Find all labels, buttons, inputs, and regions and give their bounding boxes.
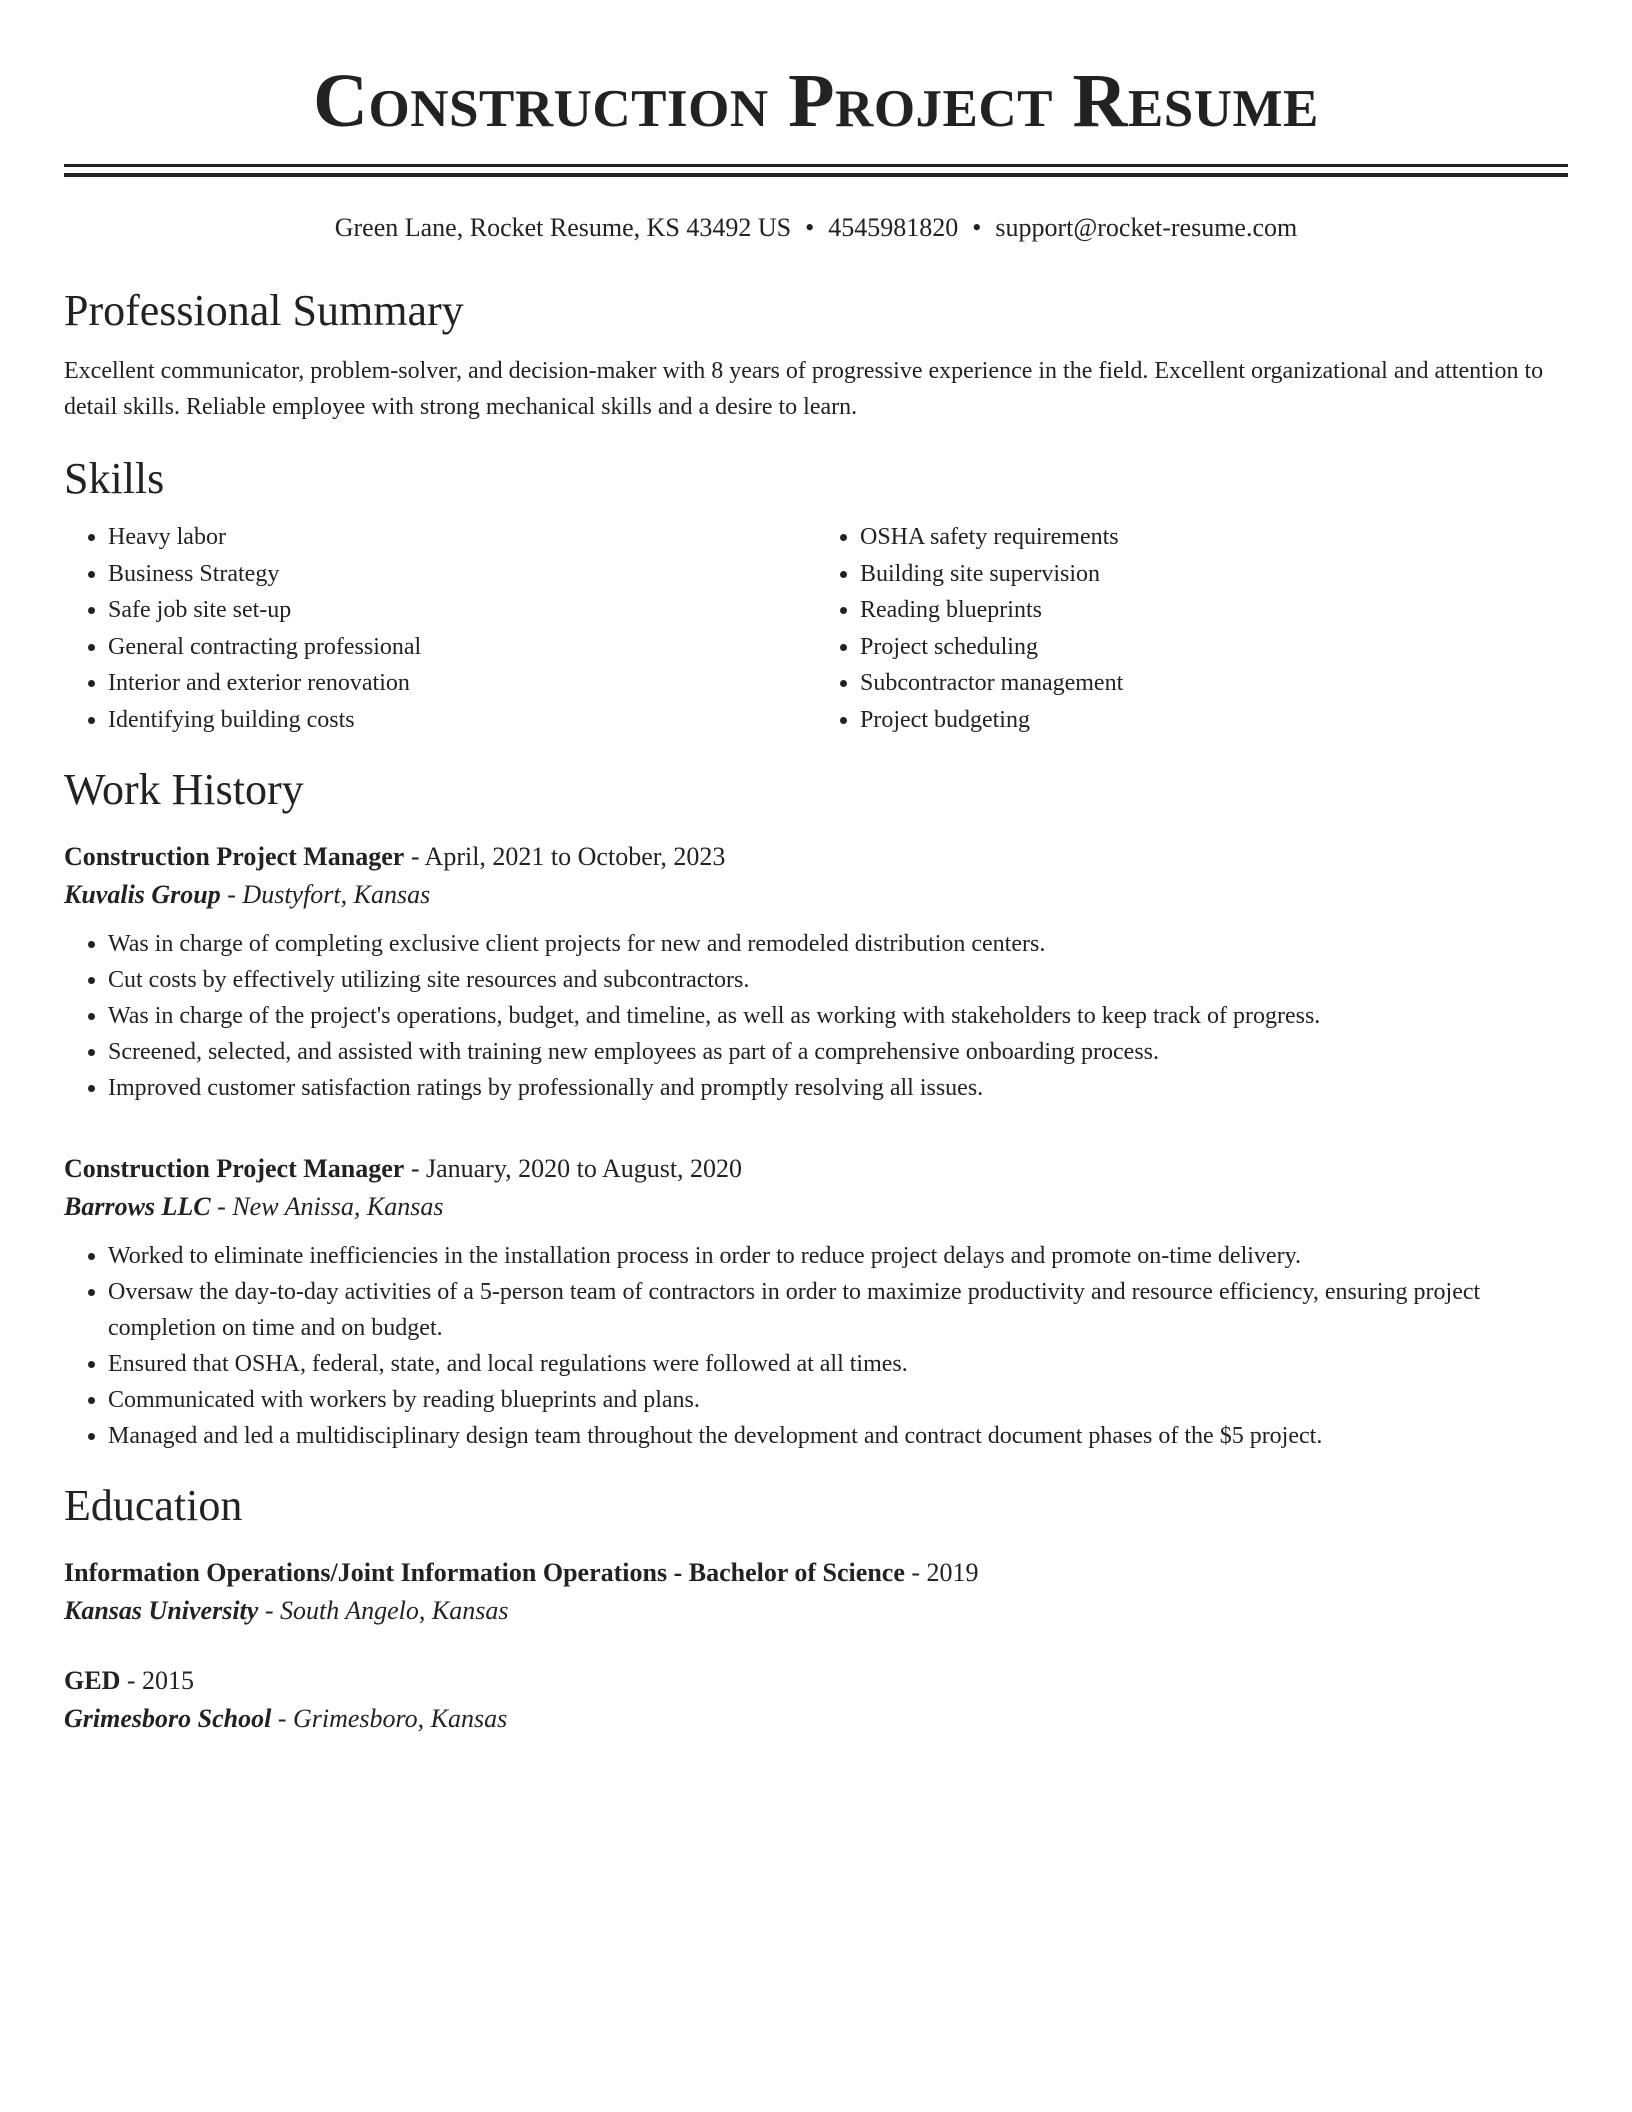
job-dates: - April, 2021 to October, 2023 [404, 842, 726, 871]
job-entry [64, 838, 1568, 1106]
job-heading [64, 838, 1568, 876]
job-bullet: • Was in charge of the project's operations, budget, and timeline, as well as working with stakeholders to keep track of progress. [108, 998, 1568, 1034]
skills-grid [64, 519, 1568, 738]
education-school-line [64, 1700, 1568, 1738]
education-location: - South Angelo, Kansas [258, 1596, 509, 1625]
summary-text: Excellent communicator, problem-solver, and decision-maker with 8 years of progressive experience in the field. Excellent organizational and attention to detail skills. Reliable employee with strong mechanical skills and a desire to learn. [64, 358, 1544, 420]
education-location: - Grimesboro, Kansas [271, 1704, 508, 1733]
job-title: Construction Project Manager [64, 842, 405, 871]
skill-item: • OSHA safety requirements [860, 519, 1568, 556]
skill-item: • Subcontractor management [860, 665, 1568, 702]
education-section [64, 1480, 1568, 1738]
skill-item: • Reading blueprints [860, 592, 1568, 629]
education-degree: GED [64, 1666, 121, 1695]
education-heading-line [64, 1554, 1568, 1592]
skill-item: • General contracting professional [108, 629, 816, 666]
education-degree: Information Operations/Joint Information Operations - Bachelor of Science [64, 1558, 905, 1587]
title-divider [64, 164, 1568, 177]
job-bullet: • Communicated with workers by reading blueprints and plans. [108, 1382, 1568, 1418]
education-heading: Education [64, 1481, 243, 1530]
job-location: - Dustyfort, Kansas [220, 880, 431, 909]
job-bullet: • Managed and led a multidisciplinary design team throughout the development and contract document phases of the $5 project. [108, 1418, 1568, 1454]
skill-item: • Safe job site set-up [108, 592, 816, 629]
skills-section [64, 453, 1568, 738]
job-bullet: • Ensured that OSHA, federal, state, and local regulations were followed at all times. [108, 1346, 1568, 1382]
contact-line [64, 211, 1568, 245]
education-school: Grimesboro School [64, 1704, 272, 1733]
job-dates: - January, 2020 to August, 2020 [404, 1154, 743, 1183]
job-employer [64, 876, 1568, 914]
resume-title: Construction Project Resume [313, 59, 1319, 143]
skills-column-left [64, 519, 816, 738]
skill-item: • Business Strategy [108, 556, 816, 593]
education-heading-line [64, 1662, 1568, 1700]
skills-column-right [816, 519, 1568, 738]
education-entry [64, 1662, 1568, 1738]
job-company: Barrows LLC [64, 1192, 211, 1221]
job-bullet: • Worked to eliminate inefficiencies in the installation process in order to reduce project delays and promote on-time delivery. [108, 1238, 1568, 1274]
skill-item: • Interior and exterior renovation [108, 665, 816, 702]
contact-phone: 4545981820 [828, 213, 959, 242]
job-bullet: • Was in charge of completing exclusive client projects for new and remodeled distribution centers. [108, 926, 1568, 962]
summary-heading: Professional Summary [64, 286, 464, 335]
contact-email: support@rocket-resume.com [995, 213, 1298, 242]
education-entry [64, 1554, 1568, 1630]
work-history-heading: Work History [64, 765, 304, 814]
job-bullet: • Oversaw the day-to-day activities of a 5-person team of contractors in order to maximize productivity and resource efficiency, ensuring project completion on time and on budget. [108, 1274, 1568, 1346]
job-bullets [64, 926, 1568, 1106]
skill-item: • Heavy labor [108, 519, 816, 556]
contact-separator: • [972, 213, 982, 242]
education-year: - 2019 [904, 1558, 979, 1587]
skill-item: • Identifying building costs [108, 702, 816, 739]
job-entry [64, 1150, 1568, 1454]
work-history-section [64, 764, 1568, 1454]
contact-separator: • [805, 213, 815, 242]
skill-item: • Project scheduling [860, 629, 1568, 666]
job-bullet: • Cut costs by effectively utilizing site resources and subcontractors. [108, 962, 1568, 998]
job-heading [64, 1150, 1568, 1188]
skill-item: • Building site supervision [860, 556, 1568, 593]
education-year: - 2015 [120, 1666, 195, 1695]
job-location: - New Anissa, Kansas [210, 1192, 444, 1221]
job-bullets [64, 1238, 1568, 1454]
contact-address: Green Lane, Rocket Resume, KS 43492 US [334, 213, 792, 242]
job-title: Construction Project Manager [64, 1154, 405, 1183]
education-school-line [64, 1592, 1568, 1630]
job-employer [64, 1188, 1568, 1226]
education-school: Kansas University [64, 1596, 259, 1625]
job-bullet: • Screened, selected, and assisted with training new employees as part of a comprehensive onboarding process. [108, 1034, 1568, 1070]
job-company: Kuvalis Group [64, 880, 221, 909]
skill-item: • Project budgeting [860, 702, 1568, 739]
job-bullet: • Improved customer satisfaction ratings by professionally and promptly resolving all issues. [108, 1070, 1568, 1106]
skills-heading: Skills [64, 454, 165, 503]
summary-section [64, 285, 1568, 425]
